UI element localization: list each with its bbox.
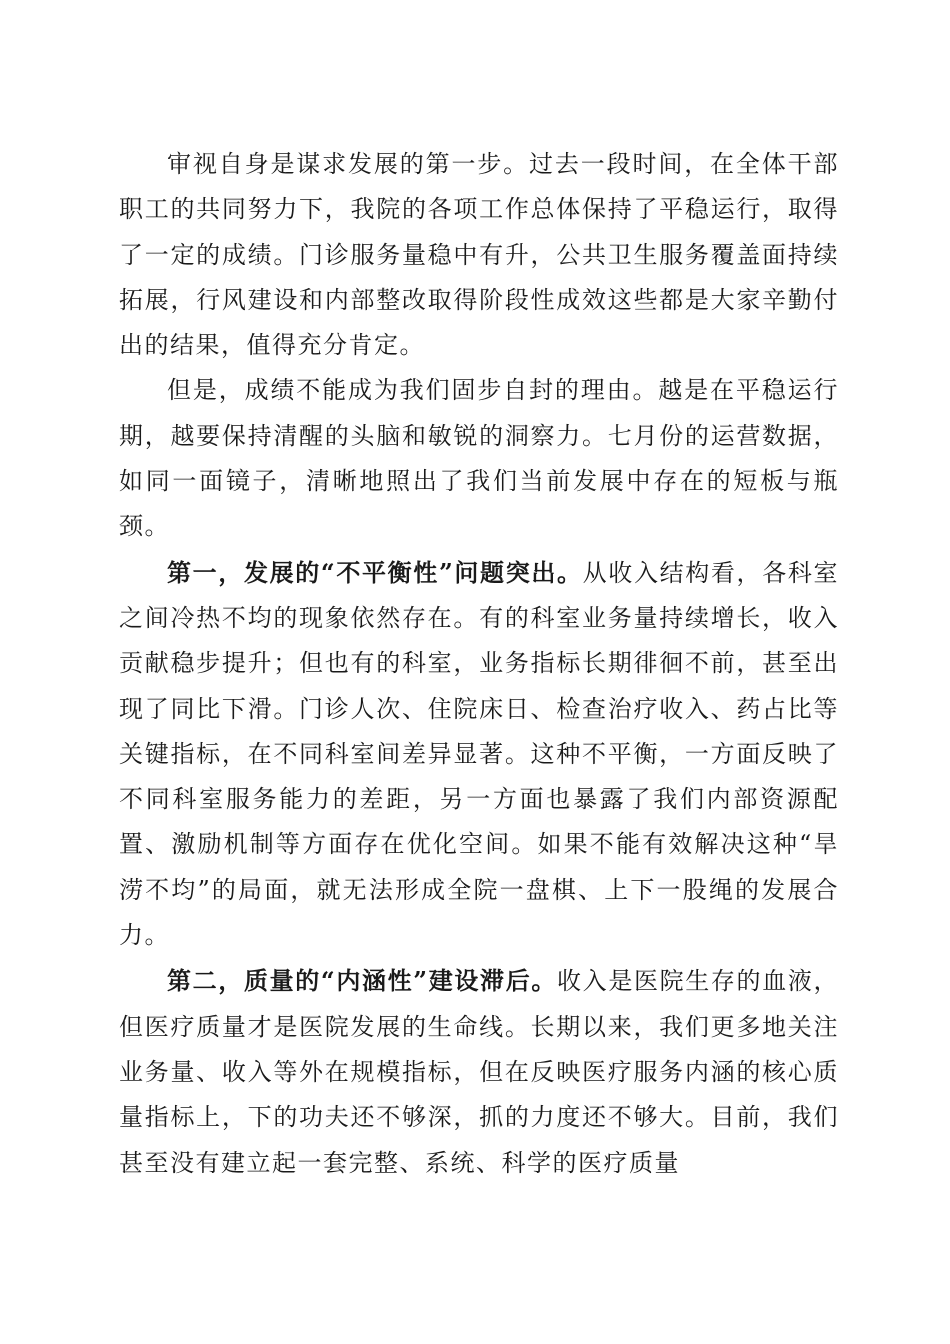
paragraph-text: 从收入结构看，各科室之间冷热不均的现象依然存在。有的科室业务量持续增长，收入贡献稳步提升；但也有的科室，业务指标长期徘徊不前，甚至出现了同比下滑。门诊人次、住院床日、检查治疗收入、药占比等关键指标，在不同科室间差异显著。这种不平衡，一方面反映了不同科室服务能力的差距，另一方面也暴露了我们内部资源配置、激励机制等方面存在优化空间。如果不能有效解决这种“旱涝不均”的局面，就无法形成全院一盘棋、上下一股绳的发展合力。 [119, 558, 840, 950]
paragraph-text: 但是，成绩不能成为我们固步自封的理由。越是在平稳运行期，越要保持清醒的头脑和敏锐的洞察力。七月份的运营数据，如同一面镜子，清晰地照出了我们当前发展中存在的短板与瓶颈。 [119, 376, 839, 541]
paragraph-text: 审视自身是谋求发展的第一步。过去一段时间，在全体干部职工的共同努力下，我院的各项工作总体保持了平稳运行，取得了一定的成绩。门诊服务量稳中有升，公共卫生服务覆盖面持续拓展，行风建设和内部整改取得阶段性成效这些都是大家辛勤付出的结果，值得充分肯定。 [119, 150, 839, 360]
paragraph-lead-heading: 第一，发展的“不平衡性”问题突出。 [167, 557, 583, 587]
paragraph-imbalance [119, 550, 839, 959]
document-body [119, 142, 839, 1186]
paragraph-text: 收入是医院生存的血液，但医疗质量才是医院发展的生命线。长期以来，我们更多地关注业务量、收入等外在规模指标，但在反映医疗服务内涵的核心质量指标上，下的功夫还不够深，抓的力度还不够大。目前，我们甚至没有建立起一套完整、系统、科学的医疗质量 [119, 967, 840, 1177]
paragraph-quality [119, 958, 839, 1185]
paragraph-lead-heading: 第二，质量的“内涵性”建设滞后。 [167, 966, 558, 996]
paragraph-self-review [119, 142, 839, 368]
paragraph-mirror-data [119, 368, 839, 549]
